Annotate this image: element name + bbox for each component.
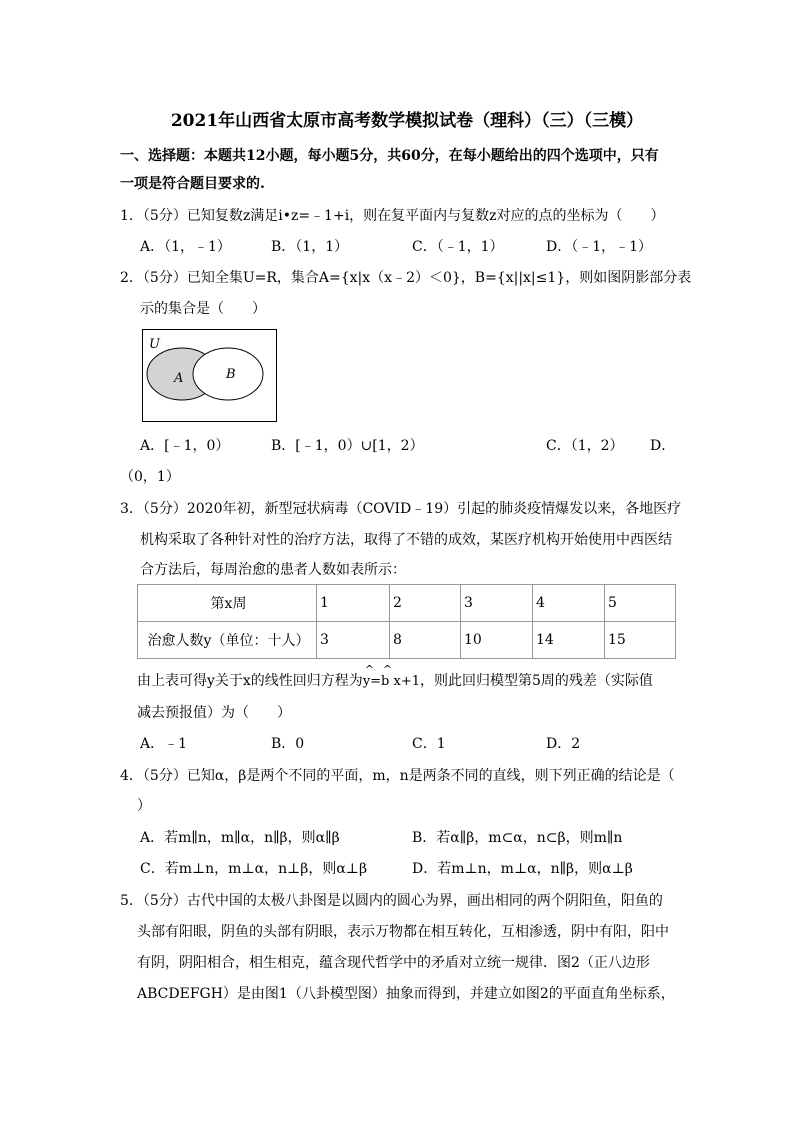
table-cell: 10 [461,622,533,659]
q1-score: （5分） [142,208,187,224]
hat-b: ^ [382,663,393,676]
q4-text-line1: 已知α，β是两个不同的平面，m，n是两条不同的直线，则下列正确的结论是（ [186,768,675,784]
q1-text: 已知复数z满足i•z=﹣1+i，则在复平面内与复数z对应的点的坐标为（ ） [186,208,665,224]
q2-option-d: D． [650,438,676,454]
q5-line1: 古代中国的太极八卦图是以圆内的圆心为界，画出相同的两个阴阳鱼，阳鱼的 [186,893,663,909]
table-row [138,622,676,659]
q3-score: （5分） [142,501,187,517]
question-4 [120,766,675,786]
regression-equation [362,663,420,689]
table-cell: 8 [390,622,461,659]
q4-option-a: A．若m∥n，m∥α，n∥β，则α∥β [140,830,340,846]
question-1 [120,206,665,226]
q1-number: 1． [120,208,143,224]
q4-number: 4． [120,768,143,784]
table-cell: 3 [461,585,533,622]
q1-option-a: A．（1，﹣1） [140,239,231,255]
table-cell: 1 [317,585,390,622]
q3-after-line1 [137,663,653,692]
q2-score: （5分） [142,270,187,286]
q2-option-d-value: （0，1） [120,469,180,485]
q2-number: 2． [120,270,143,286]
venn-label-b: B [226,367,236,382]
table-cell: 4 [533,585,605,622]
q5-line4: ABCDEFGH）是由图1（八卦模型图）抽象而得到，并建立如图2的平面直角坐标系， [137,986,675,1002]
q5-number: 5． [120,893,143,909]
q1-option-b: B．（1，1） [271,239,349,255]
hat-y: ^ [364,663,375,676]
q2-option-b: B．[﹣1，0）∪[1，2） [271,438,424,454]
q3-line3: 合方法后，每周治愈的患者人数如表所示： [140,562,406,578]
q2-text-line1: 已知全集U=R，集合A={x|x（x﹣2）＜0}，B={x||x|≤1}，则如图阴影部分表 [186,270,692,286]
q1-option-d: D．（﹣1，﹣1） [546,239,653,255]
q3-option-c: C．1 [412,736,446,752]
question-2 [120,268,691,288]
q5-line3: 有阴，阴阳相合，相生相克，蕴含现代哲学中的矛盾对立统一规律．图2（正八边形 [137,955,650,971]
q1-option-c: C．（﹣1，1） [412,239,504,255]
regression-equation-text: y=b x+1 [362,674,420,689]
q2-option-c: C．（1，2） [546,438,624,454]
q3-option-a: A．﹣1 [140,736,188,752]
q3-after-text-b: ，则此回归模型第5周的残差（实际值 [420,673,653,689]
section-heading [120,142,680,198]
section-heading-line1: 一、选择题：本题共12小题，每小题5分，共60分，在每小题给出的四个选项中，只有 [120,148,659,164]
q3-option-b: B．0 [271,736,305,752]
table-cell: 15 [605,622,676,659]
q5-score: （5分） [142,893,187,909]
q4-option-b: B．若α∥β，m⊂α，n⊂β，则m∥n [412,830,623,846]
q4-text-line2: ） [137,798,151,814]
question-5 [120,891,663,911]
question-3 [120,499,681,519]
q3-option-d: D．2 [546,736,581,752]
venn-label-a: A [174,371,184,386]
table-row [138,585,676,622]
q3-after-text-a: 由上表可得y关于x的线性回归方程为 [137,673,363,689]
q4-score: （5分） [142,768,187,784]
q4-option-c: C．若m⊥n，m⊥α，n⊥β，则α⊥β [140,861,368,877]
q4-option-d: D．若m⊥n，m⊥α，n∥β，则α⊥β [412,861,633,877]
page-title: 2021年山西省太原市高考数学模拟试卷（理科）（三）（三模） [170,111,644,131]
table-cell: 14 [533,622,605,659]
table-cell: 3 [317,622,390,659]
q2-text-line2: 示的集合是（ ） [140,301,266,317]
data-table [137,584,676,659]
venn-label-u: U [149,337,160,352]
section-heading-line2: 一项是符合题目要求的. [120,176,265,192]
q3-number: 3． [120,501,143,517]
table-header-cured: 治愈人数y（单位：十人） [138,622,317,659]
q5-line2: 头部有阳眼，阴鱼的头部有阴眼，表示万物都在相互转化，互相渗透，阴中有阳，阳中 [137,924,669,940]
table-cell: 5 [605,585,676,622]
table-header-week: 第x周 [138,585,317,622]
q3-after-line2: 减去预报值）为（ ） [137,705,291,721]
q3-line2: 机构采取了各种针对性的治疗方法，取得了不错的成效，某医疗机构开始使用中西医结 [140,532,672,548]
table-cell: 2 [390,585,461,622]
venn-diagram [142,329,278,423]
q3-line1: 2020年初，新型冠状病毒（COVID﹣19）引起的肺炎疫情爆发以来，各地医疗 [186,501,682,517]
q2-option-a: A．[﹣1，0） [140,438,230,454]
